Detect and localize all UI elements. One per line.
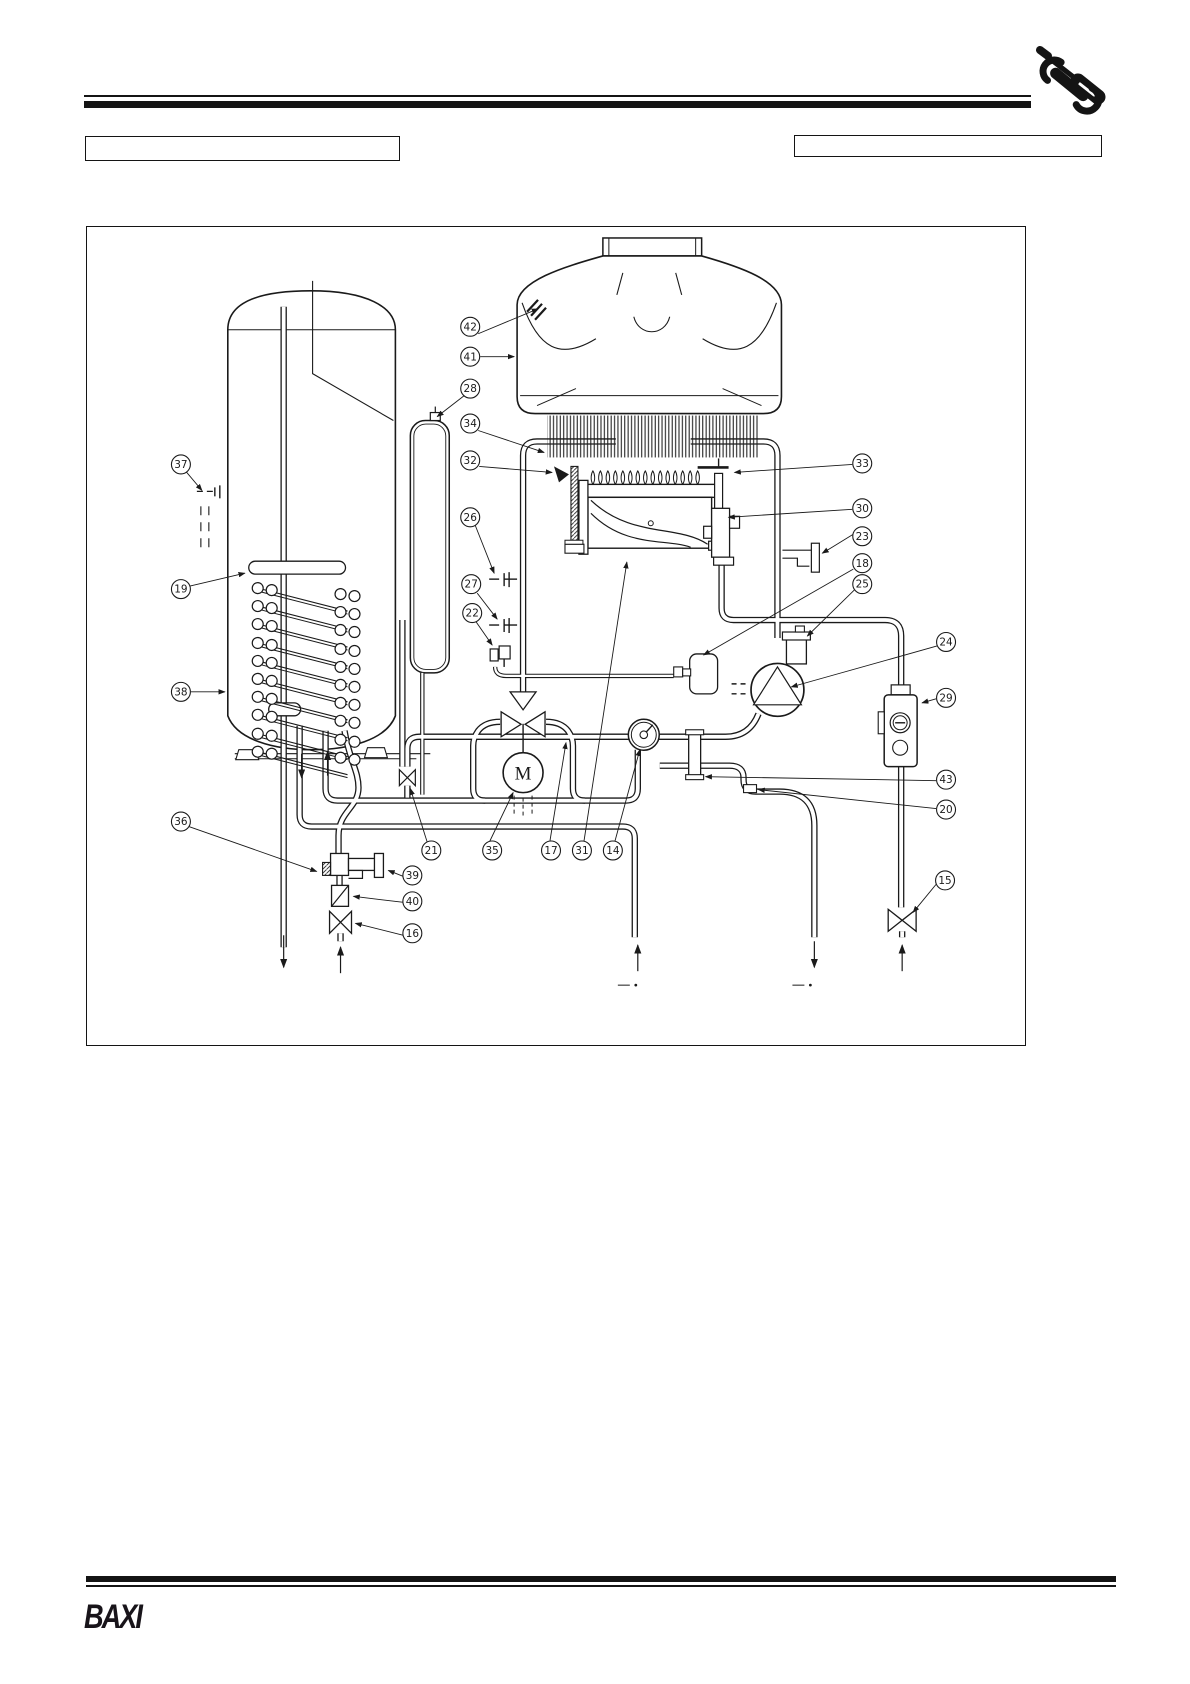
footer-rule-thin xyxy=(86,1585,1116,1587)
pump xyxy=(732,626,811,716)
baxi-logo: BAXI xyxy=(84,1598,141,1636)
svg-text:37: 37 xyxy=(174,459,188,472)
svg-text:27: 27 xyxy=(464,578,478,591)
isolation-flange xyxy=(686,730,704,780)
diverter-valve-motor xyxy=(501,692,545,816)
svg-text:29: 29 xyxy=(939,692,953,705)
callout-14 xyxy=(603,841,622,860)
header-rule-thin xyxy=(84,95,1031,97)
svg-text:38: 38 xyxy=(174,686,188,699)
burner-assembly xyxy=(554,458,740,565)
callout-21 xyxy=(422,841,441,860)
callout-19 xyxy=(171,580,190,599)
valve-21 xyxy=(399,770,415,786)
svg-text:22: 22 xyxy=(465,607,479,620)
svg-text:42: 42 xyxy=(463,321,477,334)
svg-text:30: 30 xyxy=(855,502,869,515)
pressure-gauge xyxy=(628,719,659,750)
callout-18 xyxy=(853,554,872,573)
test-point-fittings xyxy=(489,572,517,633)
tank-foot-right xyxy=(364,748,387,758)
callout-36 xyxy=(171,812,190,831)
callout-42 xyxy=(461,317,480,336)
svg-text:33: 33 xyxy=(855,458,869,471)
svg-text:17: 17 xyxy=(544,845,558,858)
svg-text:25: 25 xyxy=(855,578,869,591)
hot-water-cylinder xyxy=(197,281,430,760)
svg-text:15: 15 xyxy=(938,874,952,887)
svg-text:14: 14 xyxy=(606,845,620,858)
pressure-switch-bracket xyxy=(674,654,718,694)
heat-exchanger-fins xyxy=(547,416,759,458)
callout-40 xyxy=(403,892,422,911)
svg-text:43: 43 xyxy=(939,774,953,787)
callout-30 xyxy=(853,499,872,518)
flue-hood xyxy=(517,238,781,414)
svg-text:31: 31 xyxy=(575,845,589,858)
flame-arrow-icon xyxy=(554,466,569,482)
footer-rule-thick xyxy=(86,1576,1116,1582)
pipe-clip xyxy=(744,785,757,793)
callout-29 xyxy=(937,688,956,707)
flow-switch xyxy=(878,685,917,767)
callout-41 xyxy=(461,347,480,366)
callout-32 xyxy=(461,451,480,470)
svg-text:41: 41 xyxy=(463,351,477,364)
svg-text:18: 18 xyxy=(855,557,869,570)
svg-text:19: 19 xyxy=(174,583,188,596)
callout-23 xyxy=(853,527,872,546)
callout-28 xyxy=(461,379,480,398)
callout-24 xyxy=(937,633,956,652)
callout-15 xyxy=(936,871,955,890)
callout-20 xyxy=(937,800,956,819)
svg-text:28: 28 xyxy=(463,383,477,396)
callout-22 xyxy=(463,604,482,623)
callout-33 xyxy=(853,454,872,473)
callout-35 xyxy=(483,841,502,860)
callout-38 xyxy=(171,682,190,701)
valve-16 xyxy=(330,911,352,933)
svg-text:40: 40 xyxy=(405,895,420,908)
callout-16 xyxy=(403,924,422,943)
gas-service-cock xyxy=(490,646,510,667)
svg-text:32: 32 xyxy=(463,455,477,468)
title-box-left xyxy=(85,136,400,161)
callout-39 xyxy=(403,866,422,885)
svg-text:23: 23 xyxy=(855,530,869,543)
wrench-screwdriver-icon xyxy=(1030,40,1114,124)
svg-text:36: 36 xyxy=(174,816,188,829)
svg-text:21: 21 xyxy=(424,845,438,858)
callout-31 xyxy=(572,841,591,860)
callout-34 xyxy=(461,414,480,433)
drain-clip xyxy=(323,862,331,875)
diagram-frame xyxy=(86,226,1026,1046)
svg-text:34: 34 xyxy=(463,418,477,431)
expansion-vessel xyxy=(410,407,449,673)
header-rule-thick xyxy=(84,101,1031,108)
drain-assembly xyxy=(323,853,384,933)
callout-43 xyxy=(937,770,956,789)
svg-text:35: 35 xyxy=(485,845,499,858)
callout-17 xyxy=(542,841,561,860)
svg-text:16: 16 xyxy=(405,927,420,940)
boiler-schematic-figure xyxy=(87,227,1025,1045)
callout-26 xyxy=(461,508,480,527)
title-box-right xyxy=(794,135,1102,157)
motor-label: M xyxy=(514,763,532,785)
valve-15 xyxy=(888,909,916,931)
callout-37 xyxy=(171,455,190,474)
overheat-stat-bracket xyxy=(782,543,819,572)
cold-inlet-fitting xyxy=(197,485,220,550)
chamber-stud xyxy=(565,540,583,544)
callout-25 xyxy=(853,575,872,594)
svg-text:26: 26 xyxy=(463,511,477,524)
callout-27 xyxy=(462,575,481,594)
svg-text:24: 24 xyxy=(939,636,953,649)
pump-union xyxy=(782,632,810,640)
svg-text:39: 39 xyxy=(405,870,420,883)
svg-text:20: 20 xyxy=(939,804,953,817)
check-valve-40 xyxy=(332,885,349,906)
